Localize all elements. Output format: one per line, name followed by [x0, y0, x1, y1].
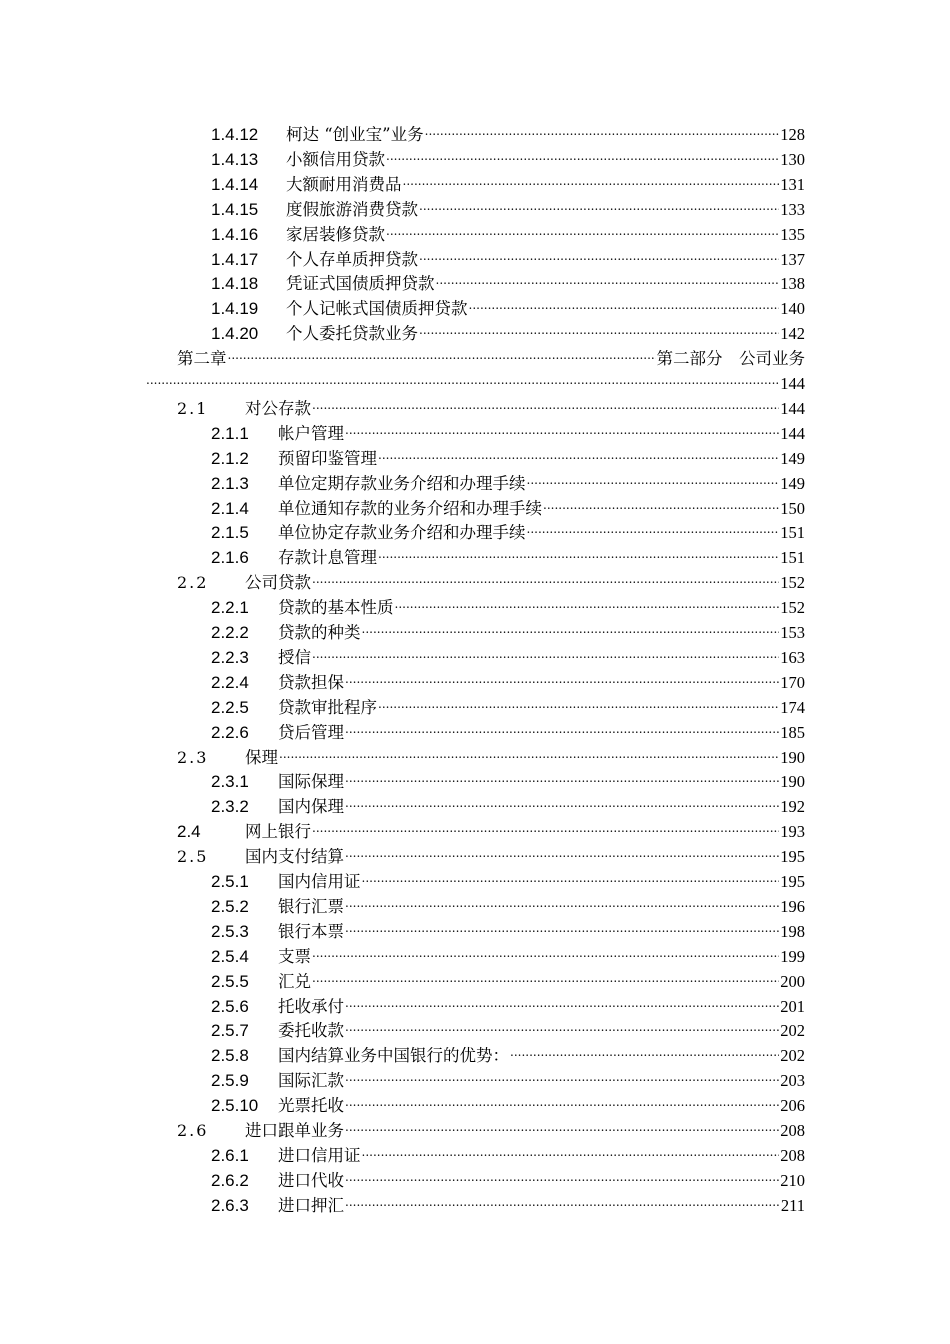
toc-entry[interactable] — [211, 1161, 805, 1190]
entry-title: 大额耐用消费品 — [286, 174, 402, 194]
dot-leader — [312, 389, 779, 414]
dot-leader — [419, 190, 779, 215]
dot-leader — [378, 439, 779, 464]
toc-entry[interactable] — [211, 314, 805, 344]
page-number: 153 — [780, 623, 805, 642]
page-number: 144 — [780, 423, 805, 443]
toc-entry[interactable] — [211, 165, 805, 194]
entry-title: 银行本票 — [278, 921, 344, 941]
dot-leader — [345, 787, 779, 812]
toc-entry[interactable] — [211, 538, 805, 568]
entry-number: 2.5.8 — [211, 1046, 249, 1066]
entry-title: 单位协定存款业务介绍和办理手续 — [278, 523, 526, 543]
page-number: 170 — [780, 672, 805, 692]
toc-entry[interactable] — [211, 1011, 805, 1041]
dot-leader — [345, 987, 779, 1012]
toc-entry[interactable] — [211, 190, 805, 219]
entry-title: 网上银行 — [245, 822, 311, 842]
toc-entry[interactable] — [211, 862, 805, 891]
entry-number: 2.5.2 — [211, 896, 249, 916]
entry-title: 凭证式国债质押贷款 — [286, 274, 435, 294]
page-number: 193 — [780, 822, 805, 842]
page-number: 133 — [780, 199, 805, 219]
entry-title: 预留印鉴管理 — [278, 448, 377, 468]
toc-entry[interactable] — [211, 663, 805, 692]
dot-leader — [345, 1086, 779, 1111]
entry-number: 2.4 — [177, 822, 201, 842]
dot-leader — [419, 240, 779, 265]
dot-leader — [362, 613, 780, 638]
entry-title: 光票托收 — [278, 1096, 344, 1116]
entry-title: 对公存款 — [245, 398, 311, 418]
toc-entry[interactable] — [211, 489, 805, 518]
page-number: 150 — [780, 498, 805, 518]
entry-number: 1.4.16 — [211, 224, 259, 244]
page-number: 128 — [780, 125, 805, 144]
dot-leader — [386, 215, 779, 240]
page-number: 196 — [780, 896, 805, 916]
entry-number: 1.4.13 — [211, 149, 259, 169]
toc-entry[interactable] — [211, 115, 805, 144]
entry-title: 进口跟单业务 — [245, 1121, 344, 1140]
entry-number: 2.5.9 — [211, 1071, 249, 1091]
entry-title: 汇兑 — [278, 971, 311, 991]
entry-title: 度假旅游消费贷款 — [286, 199, 418, 219]
entry-title: 国内信用证 — [278, 872, 361, 891]
entry-number: 1.4.20 — [211, 324, 259, 344]
toc-entry[interactable] — [211, 215, 805, 244]
toc-entry[interactable] — [177, 738, 805, 767]
page-number: 152 — [780, 598, 805, 618]
dot-leader — [345, 713, 779, 738]
dot-leader — [362, 1136, 780, 1161]
page-number: 163 — [780, 647, 805, 667]
entry-title: 国内保理 — [278, 797, 344, 817]
toc-entry[interactable] — [211, 962, 805, 991]
page-number: 137 — [780, 249, 805, 269]
entry-number: 2.5.10 — [211, 1096, 259, 1116]
toc-entry[interactable] — [211, 1086, 805, 1116]
toc-entry[interactable] — [211, 289, 805, 319]
page-number: 201 — [780, 996, 805, 1016]
entry-number: 2.5.1 — [211, 872, 249, 891]
dot-leader — [510, 1036, 779, 1061]
page-number: 174 — [780, 697, 805, 717]
dot-leader — [312, 962, 779, 987]
entry-number: 2.1.2 — [211, 448, 249, 468]
toc-entry[interactable] — [211, 464, 805, 493]
toc-entry[interactable] — [211, 1186, 805, 1215]
entry-number: 1.4.14 — [211, 174, 259, 194]
entry-title: 支票 — [278, 946, 311, 966]
page-number: 149 — [780, 448, 805, 468]
toc-entry[interactable] — [211, 762, 805, 792]
dot-leader — [543, 489, 779, 514]
page-number: 206 — [780, 1096, 805, 1116]
page-number: 200 — [780, 971, 805, 991]
entry-title: 存款计息管理 — [278, 548, 377, 568]
page-number: 203 — [780, 1071, 805, 1091]
entry-title: 国内支付结算 — [245, 847, 344, 867]
entry-title: 单位通知存款的业务介绍和办理手续 — [278, 498, 542, 518]
dot-leader — [146, 364, 779, 389]
dot-leader — [345, 887, 779, 912]
dot-leader — [345, 912, 779, 937]
toc-entry[interactable] — [211, 1136, 805, 1165]
entry-title: 帐户管理 — [278, 423, 344, 443]
chapter-label: 第二章 — [177, 349, 227, 369]
dot-leader — [425, 115, 780, 140]
entry-number: 2.5.4 — [211, 946, 249, 966]
toc-entry[interactable] — [211, 613, 805, 642]
page-number: 135 — [780, 224, 805, 244]
dot-leader — [419, 314, 779, 339]
entry-number: 2.2.5 — [211, 697, 249, 717]
entry-number: 1.4.12 — [211, 125, 259, 144]
entry-number: 2.1 — [177, 398, 209, 418]
page-number: 210 — [780, 1170, 805, 1190]
entry-number: 2.2.3 — [211, 647, 249, 667]
toc-entry[interactable] — [177, 389, 805, 418]
page-number: 140 — [780, 299, 805, 319]
page-number: 131 — [780, 174, 805, 194]
toc-entry[interactable] — [211, 787, 805, 817]
entry-number: 2.5.6 — [211, 996, 249, 1016]
entry-number: 2.2.1 — [211, 598, 249, 618]
toc-entry[interactable] — [211, 713, 805, 742]
toc-entry[interactable] — [211, 414, 805, 443]
toc-entry[interactable] — [211, 887, 805, 916]
page-number: 195 — [780, 872, 805, 891]
toc-entry[interactable] — [211, 240, 805, 269]
dot-leader — [527, 513, 780, 538]
toc-entry[interactable] — [211, 638, 805, 667]
dot-leader — [312, 563, 779, 588]
page-number: 211 — [780, 1195, 805, 1215]
chapter-heading[interactable] — [177, 339, 805, 369]
page-number: 192 — [780, 797, 805, 817]
toc-entry[interactable] — [177, 812, 805, 842]
entry-title: 国际汇款 — [278, 1071, 344, 1091]
toc-entry[interactable] — [177, 563, 805, 593]
dot-leader — [403, 165, 780, 190]
entry-title: 托收承付 — [278, 996, 344, 1016]
entry-title: 委托收款 — [278, 1021, 344, 1041]
entry-title: 柯达 “创业宝”业务 — [286, 125, 424, 144]
page-number: 190 — [780, 747, 805, 767]
entry-number: 1.4.19 — [211, 299, 259, 319]
dot-leader — [345, 1161, 779, 1186]
entry-title: 银行汇票 — [278, 896, 344, 916]
page-number: 142 — [780, 324, 805, 344]
entry-title: 个人委托贷款业务 — [286, 324, 418, 344]
page-number: 149 — [780, 473, 805, 493]
chapter-title: 第二部分 公司业务 — [656, 349, 805, 369]
entry-number: 2.5 — [177, 847, 209, 867]
toc-entry[interactable] — [211, 264, 805, 294]
page-number: 185 — [780, 722, 805, 742]
toc-entry[interactable] — [211, 1036, 805, 1066]
entry-number: 2.1.3 — [211, 473, 249, 493]
page-number: 198 — [780, 921, 805, 941]
dot-leader — [312, 638, 779, 663]
toc-entry[interactable] — [211, 140, 805, 169]
entry-number: 2.2 — [177, 573, 209, 593]
page-number: 202 — [780, 1021, 805, 1041]
dot-leader — [436, 264, 780, 289]
entry-number: 2.5.7 — [211, 1021, 249, 1041]
dot-leader — [345, 414, 779, 439]
page-number: 208 — [780, 1121, 805, 1140]
dot-leader — [279, 738, 779, 763]
toc-entry[interactable] — [211, 987, 805, 1016]
entry-number: 1.4.17 — [211, 249, 259, 269]
entry-number: 2.5.5 — [211, 971, 249, 991]
dot-leader — [362, 862, 780, 887]
toc-entry[interactable] — [211, 688, 805, 717]
entry-number: 2.1.5 — [211, 523, 249, 543]
dot-leader — [345, 1061, 779, 1086]
dot-leader — [386, 140, 779, 165]
toc-entry[interactable] — [177, 1111, 805, 1140]
entry-number: 2.3 — [177, 747, 209, 767]
page-number: 190 — [780, 772, 805, 792]
dot-leader — [345, 663, 779, 688]
entry-title: 贷款的基本性质 — [278, 598, 394, 618]
entry-number: 2.3.1 — [211, 772, 249, 792]
entry-title: 国内结算业务中国银行的优势： — [278, 1046, 509, 1066]
entry-title: 公司贷款 — [245, 573, 311, 593]
entry-number: 1.4.15 — [211, 199, 259, 219]
dot-leader — [345, 1186, 780, 1211]
toc-entry[interactable] — [211, 513, 805, 543]
page-number: 202 — [780, 1046, 805, 1066]
entry-title: 个人记帐式国债质押贷款 — [286, 299, 468, 319]
page-number: 151 — [780, 548, 805, 568]
toc-entry[interactable] — [211, 588, 805, 618]
entry-number: 2.2.4 — [211, 672, 249, 692]
page-number: 208 — [780, 1145, 805, 1165]
entry-title: 单位定期存款业务介绍和办理手续 — [278, 473, 526, 493]
page-number: 138 — [780, 274, 805, 294]
entry-title: 贷款担保 — [278, 672, 344, 692]
entry-number: 2.6 — [177, 1121, 209, 1140]
page-number: 144 — [780, 398, 805, 418]
entry-number: 2.6.2 — [211, 1170, 249, 1190]
page-number: 130 — [780, 149, 805, 169]
entry-title: 授信 — [278, 647, 311, 667]
dot-leader — [345, 1011, 779, 1036]
page-number: 195 — [780, 847, 805, 867]
entry-number: 2.6.1 — [211, 1145, 249, 1165]
entry-number: 2.2.2 — [211, 623, 249, 642]
entry-title: 进口代收 — [278, 1170, 344, 1190]
page-number: 199 — [780, 946, 805, 966]
toc-entry[interactable] — [211, 912, 805, 941]
entry-title: 个人存单质押贷款 — [286, 249, 418, 269]
dot-leader — [312, 937, 779, 962]
dot-leader — [469, 289, 780, 314]
entry-title: 小额信用贷款 — [286, 149, 385, 169]
entry-title: 家居装修贷款 — [286, 224, 385, 244]
entry-title: 进口押汇 — [278, 1195, 344, 1215]
entry-title: 国际保理 — [278, 772, 344, 792]
entry-number: 2.2.6 — [211, 722, 249, 742]
page-number: 151 — [780, 523, 805, 543]
entry-title: 保理 — [245, 747, 278, 767]
entry-title: 贷款的种类 — [278, 623, 361, 642]
dot-leader — [527, 464, 780, 489]
entry-number: 2.1.6 — [211, 548, 249, 568]
dot-leader — [378, 688, 779, 713]
dot-leader — [312, 812, 779, 837]
dot-leader — [345, 1111, 779, 1136]
toc-entry[interactable] — [211, 937, 805, 966]
chapter-page-line — [145, 364, 805, 393]
dot-leader — [228, 339, 656, 364]
dot-leader — [345, 762, 779, 787]
dot-leader — [378, 538, 779, 563]
page-number: 144 — [780, 374, 805, 393]
toc-entry[interactable] — [177, 837, 805, 867]
entry-title: 贷款审批程序 — [278, 697, 377, 717]
dot-leader — [345, 837, 779, 862]
toc-entry[interactable] — [211, 439, 805, 468]
entry-title: 进口信用证 — [278, 1145, 361, 1165]
entry-number: 2.1.4 — [211, 498, 249, 518]
entry-number: 2.6.3 — [211, 1195, 249, 1215]
toc-entry[interactable] — [211, 1061, 805, 1091]
page-number: 152 — [780, 573, 805, 593]
entry-number: 2.3.2 — [211, 797, 249, 817]
entry-number: 1.4.18 — [211, 274, 259, 294]
entry-title: 贷后管理 — [278, 722, 344, 742]
dot-leader — [395, 588, 780, 613]
entry-number: 2.5.3 — [211, 921, 249, 941]
entry-number: 2.1.1 — [211, 423, 249, 443]
